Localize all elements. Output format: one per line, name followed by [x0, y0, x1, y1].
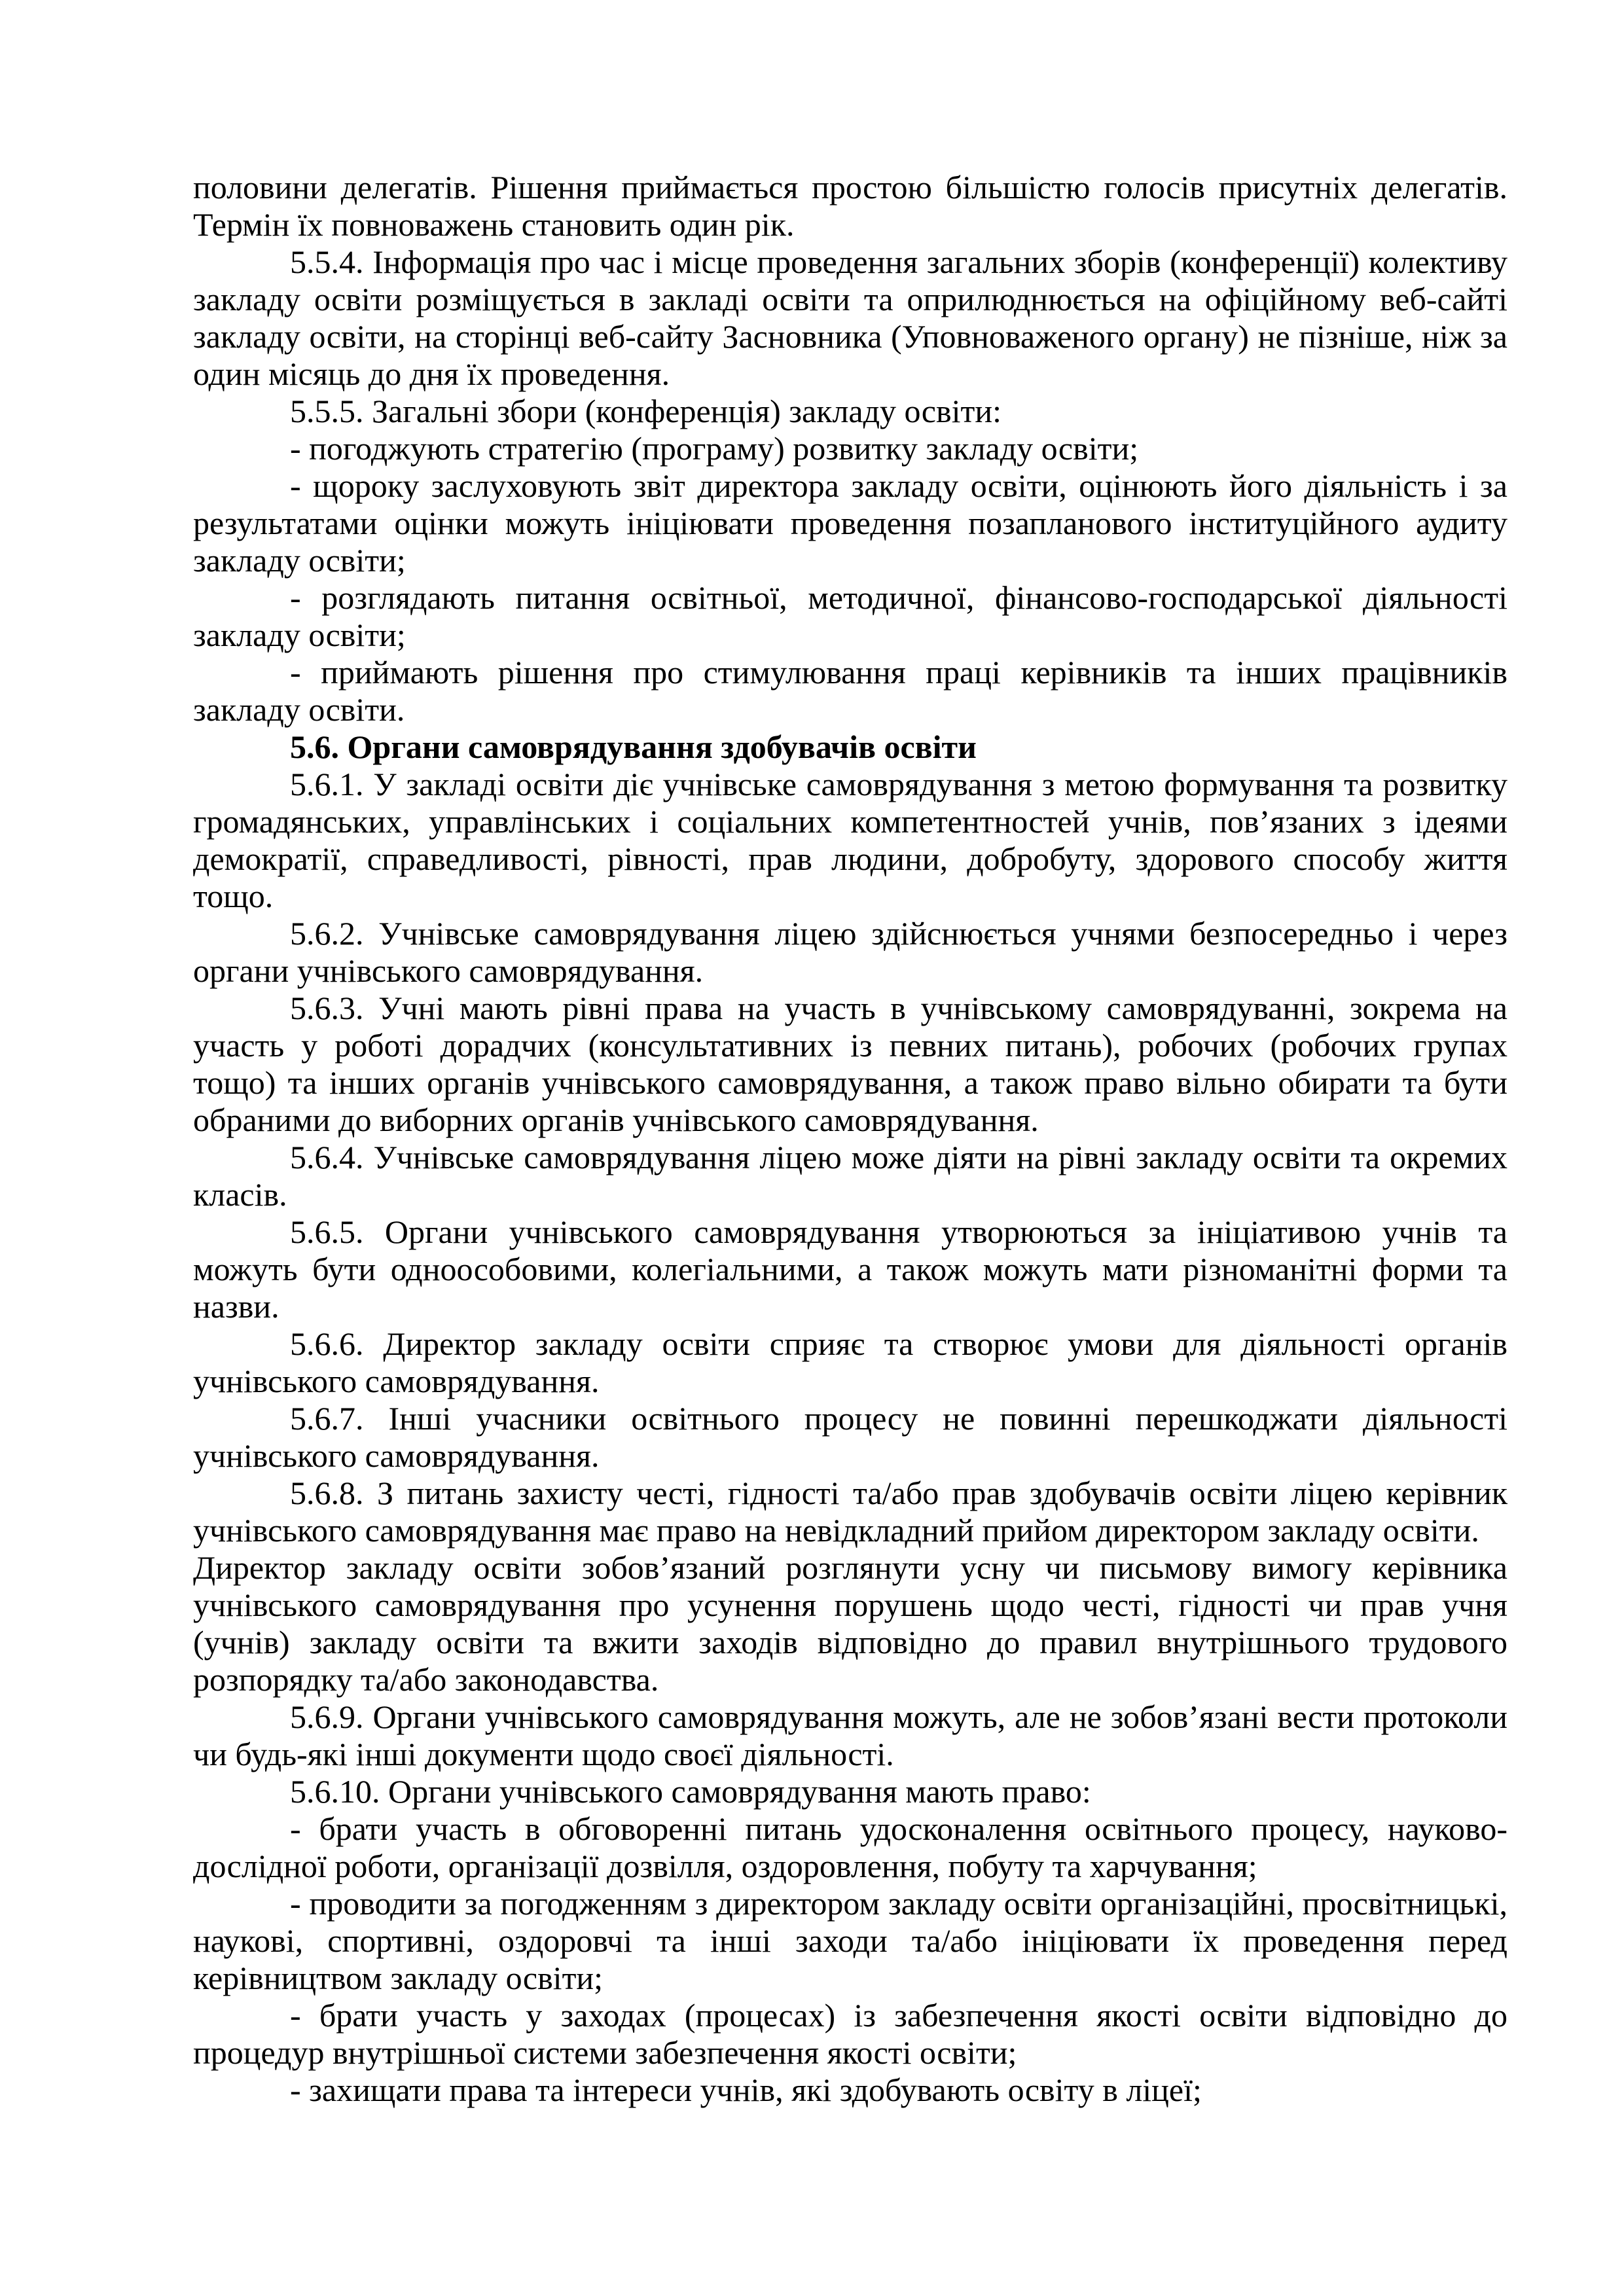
paragraph: 5.6.3. Учні мають рівні права на участь в учнівському самоврядуванні, зокрема на участь у роботі дорадчих (консультативних із певних питань), робочих (робочих групах тощо) та інших органів учнівського самоврядування, а також право вільно обирати та бути обраними до виборних органів учнівського самоврядування.: [193, 990, 1507, 1138]
list-item: - щороку заслуховують звіт директора закладу освіти, оцінюють його діяльність і за результатами оцінки можуть ініціювати проведення позапланового інституційного аудиту закладу освіти;: [193, 467, 1507, 579]
paragraph: 5.6.2. Учнівське самоврядування ліцею здійснюється учнями безпосередньо і через органи учнівського самоврядування.: [193, 915, 1507, 989]
document-text-block: [193, 169, 1507, 2109]
paragraph: 5.6.6. Директор закладу освіти сприяє та створює умови для діяльності органів учнівського самоврядування.: [193, 1325, 1507, 1399]
list-item: - розглядають питання освітньої, методичної, фінансово-господарської діяльності закладу освіти;: [193, 579, 1507, 653]
list-item: - проводити за погодженням з директором закладу освіти організаційні, просвітницькі, наукові, спортивні, оздоровчі та інші заходи та/або ініціювати їх проведення перед керівництвом закладу освіти;: [193, 1885, 1507, 1996]
list-item: - захищати права та інтереси учнів, які здобувають освіту в ліцеї;: [290, 2072, 1202, 2108]
section-heading: 5.6. Органи самоврядування здобувачів освіти: [290, 728, 977, 765]
paragraph: 5.6.9. Органи учнівського самоврядування можуть, але не зобов’язані вести протоколи чи будь-які інші документи щодо своєї діяльності.: [193, 1698, 1507, 1772]
list-item: - брати участь у заходах (процесах) із забезпечення якості освіти відповідно до процедур внутрішньої системи забезпечення якості освіти;: [193, 1997, 1507, 2071]
paragraph: 5.6.1. У закладі освіти діє учнівське самоврядування з метою формування та розвитку громадянських, управлінських і соціальних компетентностей учнів, пов’язаних з ідеями демократії, справедливості, рівності, прав людини, добробуту, здорового способу життя тощо.: [193, 766, 1507, 914]
paragraph: половини делегатів. Рішення приймається простою більшістю голосів присутніх делегатів. Термін їх повноважень становить один рік.: [193, 169, 1507, 243]
paragraph: 5.6.7. Інші учасники освітнього процесу не повинні перешкоджати діяльності учнівського самоврядування.: [193, 1400, 1507, 1474]
paragraph: 5.5.4. Інформація про час і місце проведення загальних зборів (конференції) колективу закладу освіти розміщується в закладі освіти та оприлюднюється на офіційному веб-сайті закладу освіти, на сторінці веб-сайту Засновника (Уповноваженого органу) не пізніше, ніж за один місяць до дня їх проведення.: [193, 243, 1507, 392]
list-item: - приймають рішення про стимулювання праці керівників та інших працівників закладу освіти.: [193, 654, 1507, 728]
paragraph: 5.6.5. Органи учнівського самоврядування утворюються за ініціативою учнів та можуть бути одноособовими, колегіальними, а також можуть мати різноманітні форми та назви.: [193, 1213, 1507, 1325]
paragraph: Директор закладу освіти зобов’язаний розглянути усну чи письмову вимогу керівника учнівського самоврядування про усунення порушень щодо честі, гідності чи прав учня (учнів) закладу освіти та вжити заходів відповідно до правил внутрішнього трудового розпорядку та/або законодавства.: [193, 1549, 1507, 1698]
list-item: - погоджують стратегію (програму) розвитку закладу освіти;: [290, 430, 1139, 467]
list-item: - брати участь в обговоренні питань удосконалення освітнього процесу, науково-дослідної роботи, організації дозвілля, оздоровлення, побуту та харчування;: [193, 1810, 1507, 1884]
paragraph: 5.5.5. Загальні збори (конференція) закладу освіти:: [290, 393, 1001, 429]
paragraph: 5.6.8. З питань захисту честі, гідності та/або прав здобувачів освіти ліцею керівник учнівського самоврядування має право на невідкладний прийом директором закладу освіти.: [193, 1475, 1507, 1549]
paragraph: 5.6.4. Учнівське самоврядування ліцею може діяти на рівні закладу освіти та окремих класів.: [193, 1139, 1507, 1213]
paragraph: 5.6.10. Органи учнівського самоврядування мають право:: [290, 1773, 1091, 1810]
